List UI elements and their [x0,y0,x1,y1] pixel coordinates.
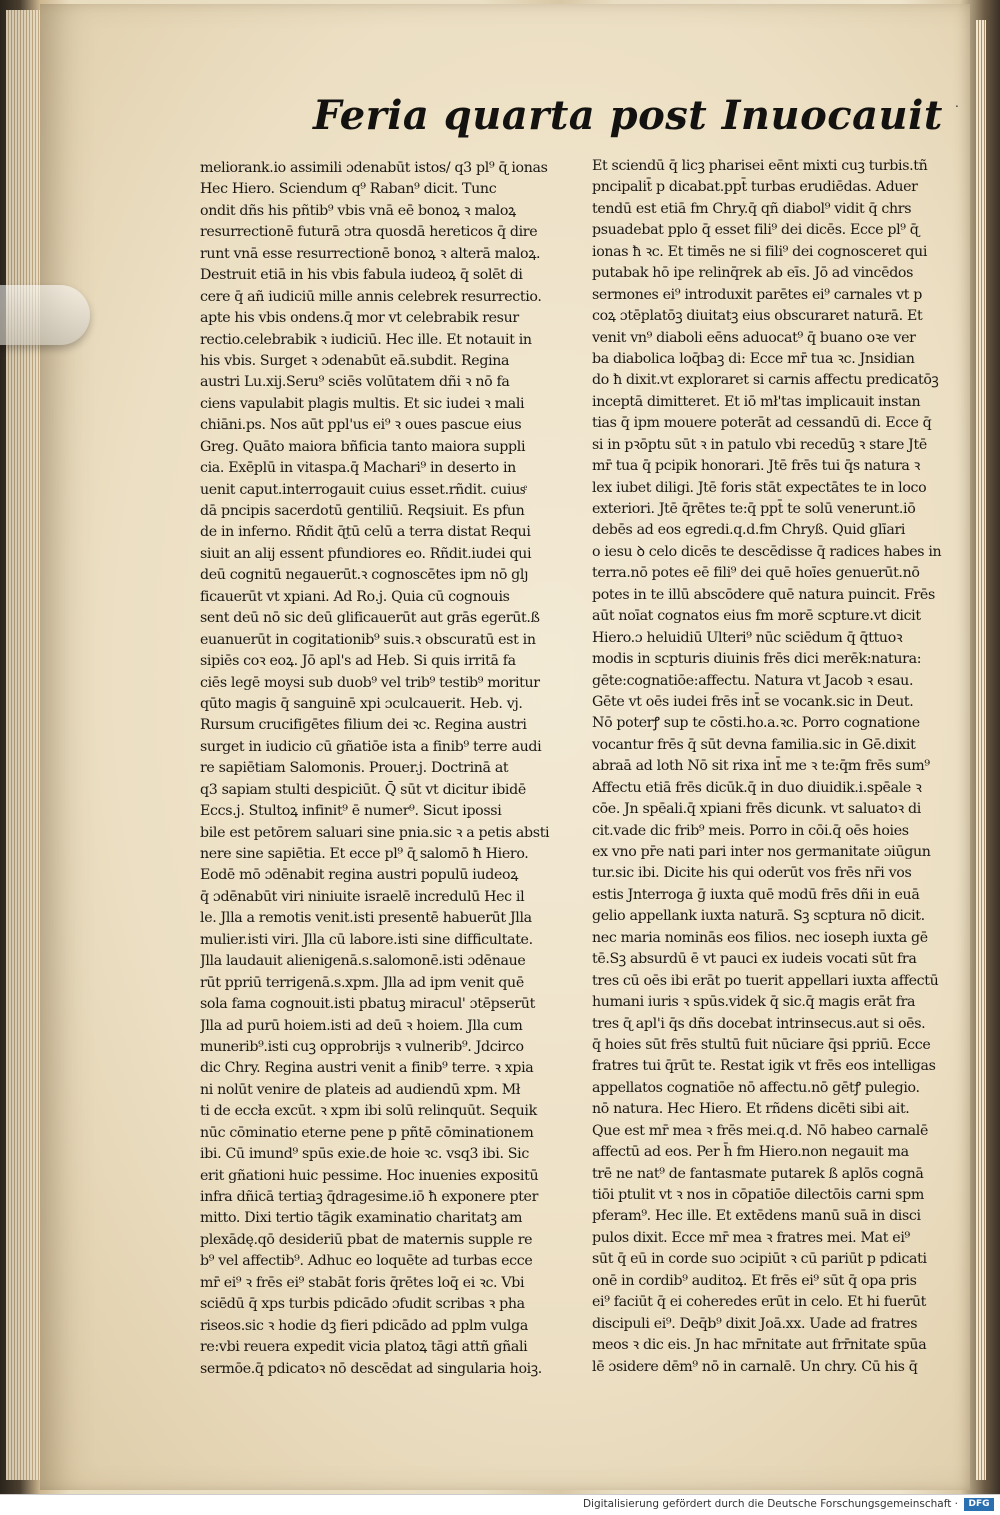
text-line: exteriori. Jtē q̄rētes te:q̄ ppt̄ te solū venerunt.iō [592,501,916,517]
text-line: sent deū nō sic deū glificauerūt aut grās egerūt.ß [200,610,540,627]
folio-mark: . [955,96,959,110]
text-line: ex vno pr̄e nati pari inter nos germanitate ɔiūgun [592,844,931,860]
text-line: tendū est etiā fm Chry.q̄ qñ diabol⁹ vidit q̄ chrs [592,200,912,217]
text-line: Que est mr̄ mea ꝛ frēs mei.q.d. Nō habeo carnalē [592,1122,929,1139]
text-line: Et sciendū q̄ licꝫ pharisei eēnt mixti cuꝫ turbis.tñ [592,158,928,174]
text-line: Hec Hiero. Sciendum q⁹ Raban⁹ dicit. Tunc [200,181,497,198]
text-line: sipiēs coꝛ eoꝝ. Jō apl's ad Heb. Si quis irritā fa [200,653,516,670]
text-line: discipuli ei⁹. Deq̄b⁹ dixit Joā.xx. Uade ad fratres [592,1315,918,1332]
text-line: ba diabolica loq̄baꝫ di: Ecce mr̄ tua ꝛc. Jnsidian [592,350,915,367]
text-line: ni nolūt venire de plateis ad audiendū xpm. Mł [200,1081,521,1098]
text-line: o iesu ꝺ celo dicēs te descēdisse q̄ radices habes in [592,543,942,560]
text-line: mitto. Dixi tertio tāgik examinatio charitatꝫ am [200,1210,523,1227]
text-line: Hiero.ɔ heluidiū Ulteri⁹ nūc sciēdum q̄ q̄ttuoꝛ [592,629,903,646]
text-line: nūc cōminatio eterne pene p pñtē cōminationem [200,1124,534,1141]
text-line: ciens vapulabit plagis multis. Et sic iudei ꝛ mali [200,395,525,412]
text-line: tres cū oēs ibi erāt po tuerit appellari iuxta affectū [592,972,939,989]
text-line: Rursum crucifigētes filium dei ꝛc. Regina austri [200,717,527,734]
text-line: q3 sapiam stulti despiciūt. Q̄ sūt vt dicitur ibidē [200,781,526,798]
text-line: ti de eccła excūt. ꝛ xpm ibi solū relinquūt. Sequik [200,1103,537,1120]
text-line: coꝝ ɔtēplatōꝫ diuitatꝫ eius obscuraret naturā. Et [592,308,923,325]
text-line: cere q̄ añ iudiciū mille annis celebrek resurrectio. [200,288,542,305]
page-edges-left [6,10,40,1480]
text-line: re sapiētiam Salomonis. Prouer.j. Doctrinā at [200,760,509,777]
text-line: re:vbi reuera expedit vicia platoꝝ tāgi attñ gñali [200,1339,528,1356]
text-line: riseos.sic ꝛ hodie dꝫ fieri pdicādo ad pplm vulga [200,1317,528,1334]
text-line: ionas ħ ꝛc. Et timēs ne si fili⁹ dei cognosceret qui [592,243,928,260]
text-line: cit.vade dic frib⁹ meis. Porro in cōi.q̄ oēs hoies [592,822,909,839]
text-line: austri Lu.xij.Seru⁹ sciēs volūtatem dñi ꝛ nō fa [200,374,510,391]
text-line: munerib⁹.isti cuꝫ opprobrijs ꝛ vulnerib⁹. Jdcirco [200,1038,524,1055]
text-line: Greg. Quāto maiora bñficia tanto maiora suppli [200,438,526,455]
text-line: tiōi ptulit vt ꝛ nos in cōpatiōe dilectōis carni spm [592,1187,924,1203]
text-line: tē.Sꝫ absurdū ē vt pauci ex iudeis vocati sūt fra [592,951,917,968]
text-line: potes in te illū abscōdere quē natura puincit. Frēs [592,586,935,603]
text-line: do ħ dixit.vt exploraret si carnis affectu predicatōꝫ [592,372,939,389]
text-line: si in pꝛōptu sūt ꝛ in patulo vbi recedūꝫ ꝛ stare Jtē [592,436,927,453]
text-line: trē ne nat⁹ de fantasmate putarek ß aplōs cognā [592,1165,924,1182]
text-line: putabak hō ipe relinq̄rek ab eīs. Jō ad vincēdos [592,265,914,282]
text-line: nō natura. Hec Hiero. Et rñdens dicēti sibi ait. [592,1101,910,1118]
text-line: infra dñicā tertiaꝫ q̄dragesime.iō ħ exponere pter [200,1189,539,1205]
text-line: Jlla laudauit alienigenā.s.salomonē.isti ɔdēnaue [200,953,526,970]
text-line: erit gñationi huic pessime. Hoc inuenies expositū [200,1167,539,1184]
text-line: q̄ hoies sūt frēs stultū fuit nūciare q̄si ppriū. Ecce [592,1036,931,1053]
text-line: terra.nō potes eē fili⁹ dei quē hoīes genuerūt.nō [592,565,920,582]
text-line: Gēte vt oēs iudei frēs int̄ se vocank.sic in Deut. [592,693,914,710]
text-line: fratres tui q̄rūt te. Restat igik vt frēs eos intelligas [592,1058,936,1075]
text-line: Eccs.j. Stultoꝝ infinit⁹ ē numer⁹. Sicut ipossi [200,803,502,820]
text-line: Destruit etiā in his vbis fabula iudeoꝝ q̄ solēt di [200,267,523,284]
text-line: rectio.celebrabik ꝛ iudiciū. Hec ille. Et notauit in [200,331,532,348]
text-line: psuadebat pplo q̄ esset fili⁹ dei dicēs. Ecce pl⁹ ɋ̄ [592,222,919,239]
running-head: Feria quarta post Inuocauit [313,92,943,139]
text-line: mr̄ tua q̄ pcipik honorari. Jtē frēs tui q̄s natura ꝛ [592,458,921,475]
text-line: bile est petōrem saluari sine pnia.sic ꝛ a petis absti [200,824,550,841]
text-line: meos ꝛ dic eis. Jn hac mr̄nitate aut frr̄nitate spūa [592,1337,927,1354]
text-line: apte his vbis ondens.q̄ mor vt celebrabik resur [200,310,519,327]
text-line: gēte:cognatiōe:affectu. Natura vt Jacob ꝛ esau. [592,672,914,689]
text-line: Nō poterꝭ sup te cōsti.ho.a.ꝛc. Porro cognatione [592,715,920,732]
text-line: euanuerūt in cogitationib⁹ suis.ꝛ obscuratū est in [200,631,536,648]
text-line: de in inferno. Rñdit ɋ̄tū celū a terra distat Requi [200,524,531,541]
text-line: rūt ppriū terrigenā.s.xpm. Jlla ad ipm venit quē [200,974,524,991]
text-line: inceptā dimitteret. Et iō mł'tas implicauit instan [592,393,921,410]
text-line: estis Jnterroga ḡ iuxta quē modū frēs dñi in euā [592,886,920,903]
text-line: affectū ad eos. Per h̄ fm Hiero.non negauit ma [592,1144,909,1161]
text-line: pferam⁹. Hec ille. Et extēdens manū suā in disci [592,1208,921,1225]
text-line: le. Jlla a remotis venit.isti presentē habuerūt Jlla [200,910,532,927]
text-line: surget in iudicio cū gñatiōe ista a finib⁹ terre audi [200,738,542,755]
text-line: ei⁹ faciūt q̄ ei coheredes erūt in celo. Et hi fuerūt [592,1294,927,1311]
text-line: pulos dixit. Ecce mr̄ mea ꝛ fratres mei. Mat ei⁹ [592,1229,910,1246]
text-line: sermones ei⁹ introduxit parētes ei⁹ carnales vt p [592,286,922,303]
text-line: his vbis. Surget ꝛ ɔdenabūt eā.subdit. Regina [200,352,510,369]
text-line: debēs ad eos egredi.q.d.fm Chryß. Quid glīari [592,522,906,539]
text-line: mr̄ ei⁹ ꝛ frēs ei⁹ stabāt foris q̄rētes loq̄ ei ꝛc. Vbi [200,1274,525,1291]
text-line: gelio appellank iuxta naturā. Sꝫ scptura nō dicit. [592,908,925,925]
text-line: abraā ad loth Nō sit rixa int̄ me ꝛ te:q̄m frēs sum⁹ [592,758,930,775]
text-line: pncipalit̄ p dicabat.ppt̄ turbas erudiēdas. Aduer [592,179,918,196]
text-line: aūt noīat cognatos eius fm morē scpture.vt dicit [592,608,921,625]
text-line: b⁹ vel affectib⁹. Adhuc eo loquēte ad turbas ecce [200,1253,533,1270]
text-line: ibi. Cū imund⁹ spūs exie.de hoie ꝛc. vsq3 ibi. Sic [200,1146,529,1163]
text-line: lex iubet diligi. Jtē foris stāt expectātes te in loco [592,479,927,496]
text-line: ondit dñs his pñtib⁹ vbis vnā eē bonoꝝ ꝛ maloꝝ [200,202,516,219]
book-clip [0,285,90,345]
text-line: Eodē mō ɔdēnabit regina austri populū iudeoꝝ [200,867,519,884]
text-line: qūto magis q̄ sanguinē xpi ɔculcauerit. Heb. vj. [200,695,523,712]
text-line: Jlla ad purū hoiem.isti ad deū ꝛ hoiem. Jlla cum [200,1017,523,1034]
text-line: deū cognitū negauerūt.ꝛ cognoscētes ipm nō glȷ [200,567,529,584]
text-line: humani iuris ꝛ spūs.videk q̄ sic.q̄ magis erāt fra [592,994,916,1011]
text-line: sola fama cognouit.isti pbatuꝫ miracul' ɔtēpserūt [200,996,535,1013]
text-line: nec maria nominās eos filios. nec ioseph iuxta gē [592,929,928,946]
text-line: uenit caput.interrogauit cuius esset.rñdit. cuiusͤ [200,481,526,498]
text-line: sermōe.q̄ pdicatoꝛ nō descēdat ad singularia hoiꝫ. [200,1360,542,1377]
text-line: Affectu etiā frēs dicūk.q̄ in duo diuidik.i.spēale ꝛ [592,779,922,796]
text-line: sciēdū q̄ xps turbis pdicādo ɔfudit scribas ꝛ pha [200,1296,525,1313]
text-line: tias q̄ ipm mouere poterāt ad cessandū di. Ecce q̄ [592,415,932,432]
text-line: tur.sic ibi. Dicite his qui oderūt vos frēs nr̄i vos [592,865,912,882]
text-line: lē ɔsidere dēm⁹ nō in carnalē. Un chry. Cū his q̄ [592,1358,918,1375]
text-line: mulier.isti viri. Jlla cū labore.isti sine difficultate. [200,931,533,948]
text-column-right [592,156,962,1378]
text-line: ciēs legē moysi sub duob⁹ vel trib⁹ testib⁹ moritur [200,674,540,691]
text-line: cōe. Jn spēali.q̄ xpiani frēs dicunk. vt saluatoꝛ di [592,801,921,818]
text-line: cia. Exēplū in vitaspa.q̄ Machari⁹ in deserto in [200,460,516,477]
footer-bar [0,1494,1000,1515]
text-line: runt vnā esse resurrectionē bonoꝝ ꝛ alterā maloꝝ. [200,245,541,262]
text-line: sūt q̄ eū in corde suo ɔcipiūt ꝛ cū pariūt p pdicati [592,1251,927,1268]
text-line: dic Chry. Regina austri venit a finib⁹ terre. ꝛ xpia [200,1060,534,1077]
text-line: siuit an alij essent pfundiores eo. Rñdit.iudei qui [200,545,532,562]
text-line: onē in cordib⁹ auditoꝝ. Et frēs ei⁹ sūt q̄ opa pris [592,1272,917,1289]
text-line: ficauerūt vt xpiani. Ad Ro.j. Quia cū cognouis [200,588,510,605]
text-line: dā pncipis sacerdotū gentiliū. Reqsiuit. Es pfun [200,503,525,519]
dfg-logo: DFG [964,1498,994,1511]
text-line: modis in scpturis diuinis frēs dici merēk:natura: [592,651,922,668]
text-line: resurrectionē futurā ɔtra quosdā hereticos q̄ dire [200,224,538,241]
text-line: tres ɋ̄ apl'i q̄s dñs docebat intrinsecus.aut si oēs. [592,1015,926,1032]
text-line: chiāni.ps. Nos aūt ppl'us ei⁹ ꝛ oues pascue eius [200,417,522,434]
text-line: venit vn⁹ diaboli eēns aduocat⁹ q̄ buano oꝛe ver [592,329,916,346]
page-edges-right [976,20,986,1480]
text-line: q̄ ɔdēnabūt viri niniuite israelē incredulū Hec il [200,888,525,905]
text-line: nere sine sapiētia. Et ecce pl⁹ ɋ̄ salomō ħ Hiero. [200,846,529,862]
text-column-left [200,158,575,1380]
funding-notice: Digitalisierung gefördert durch die Deutsche Forschungsgemeinschaft · [582,1498,958,1510]
text-line: vocantur frēs q̄ sūt devna familia.sic in Gē.dixit [592,736,916,753]
text-line: plexādę.qō desideriū pbat de maternis supple re [200,1231,533,1248]
text-line: appellatos cognatiōe nō affectu.nō gētꝭ pulegio. [592,1079,920,1096]
text-line: meliorank.io assimili ɔdenabūt istos/ q3 pl⁹ ɋ̄ ionas [200,160,548,176]
